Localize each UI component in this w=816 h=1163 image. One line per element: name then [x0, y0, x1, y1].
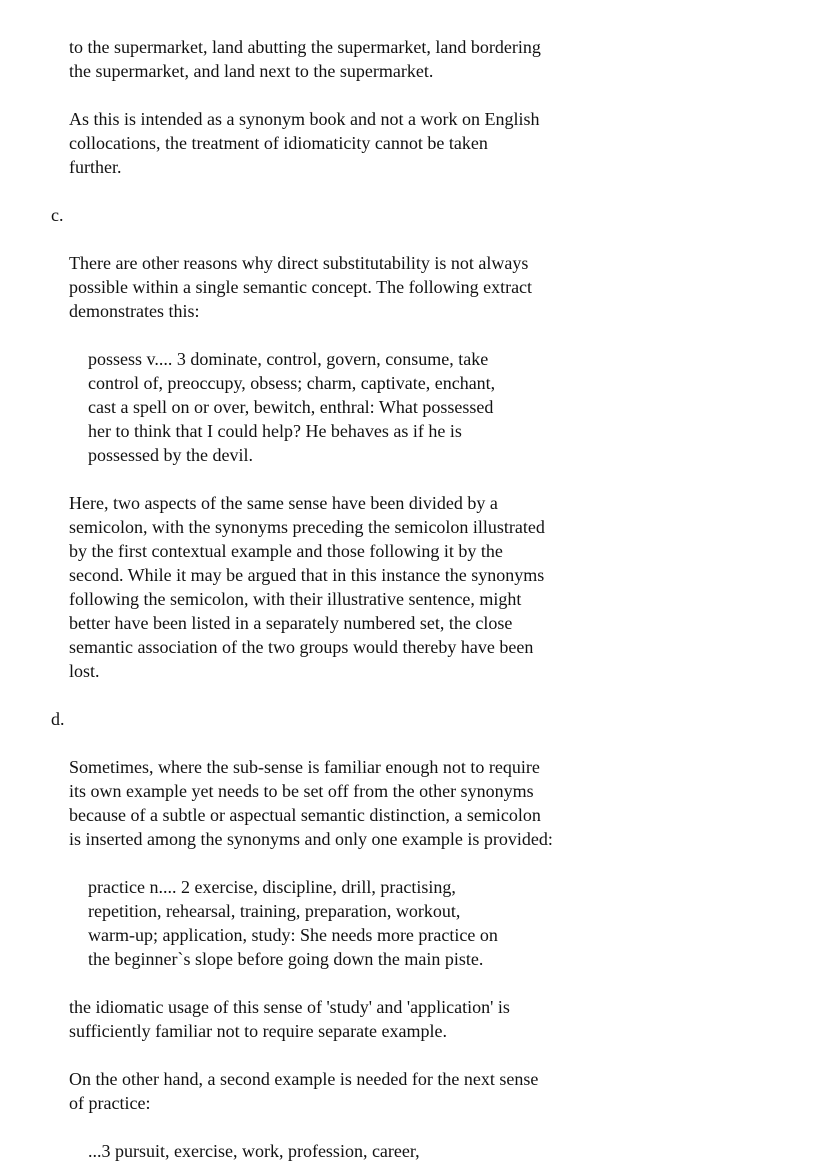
list-item-c-text: There are other reasons why direct substitutability is not always possible within a single semantic concept. The following extract demonstrates this: — [69, 253, 533, 321]
paragraph-synonym-book: As this is intended as a synonym book and not a work on English collocations, the treatment of idiomaticity cannot be taken further. — [69, 109, 540, 177]
list-marker-c: c. — [51, 205, 64, 225]
paragraph-continuation: to the supermarket, land abutting the supermarket, land bordering the supermarket, and land next to the supermarket. — [69, 37, 541, 81]
paragraph-idiomatic-usage: the idiomatic usage of this sense of 'study' and 'application' is sufficiently familiar not to require separate example. — [69, 997, 510, 1041]
quote-practice-sense-3: ...3 pursuit, exercise, work, profession, career, — [88, 1141, 420, 1161]
list-marker-d: d. — [51, 709, 65, 729]
paragraph-semicolon-explanation: Here, two aspects of the same sense have been divided by a semicolon, with the synonyms preceding the semicolon illustrated by the first contextual example and those following it by the second. While it may be argued that in this instance the synonyms following the semicolon, with their illustrative sentence, might better have been listed in a separately numbered set, the close semantic association of the two groups would thereby have been lost. — [69, 493, 545, 681]
paragraph-other-hand: On the other hand, a second example is needed for the next sense of practice: — [69, 1069, 539, 1113]
quote-possess-entry: possess v.... 3 dominate, control, govern, consume, take control of, preoccupy, obsess; charm, captivate, enchant, cast a spell on or over, bewitch, enthral: What possessed her to think that I could help? He behaves as if he is possessed by the devil. — [88, 349, 496, 465]
quote-practice-sense-2: practice n.... 2 exercise, discipline, drill, practising, repetition, rehearsal, training, preparation, workout, warm-up; application, study: She needs more practice on the beginner`s slope before going down the main piste. — [88, 877, 498, 969]
document-page — [0, 35, 816, 1163]
list-item-c — [0, 203, 579, 323]
list-item-d-text: Sometimes, where the sub-sense is familiar enough not to require its own example yet needs to be set off from the other synonyms because of a subtle or aspectual semantic distinction, a semicolon is inserted among the synonyms and only one example is provided: — [69, 757, 553, 849]
list-item-d — [0, 707, 579, 851]
